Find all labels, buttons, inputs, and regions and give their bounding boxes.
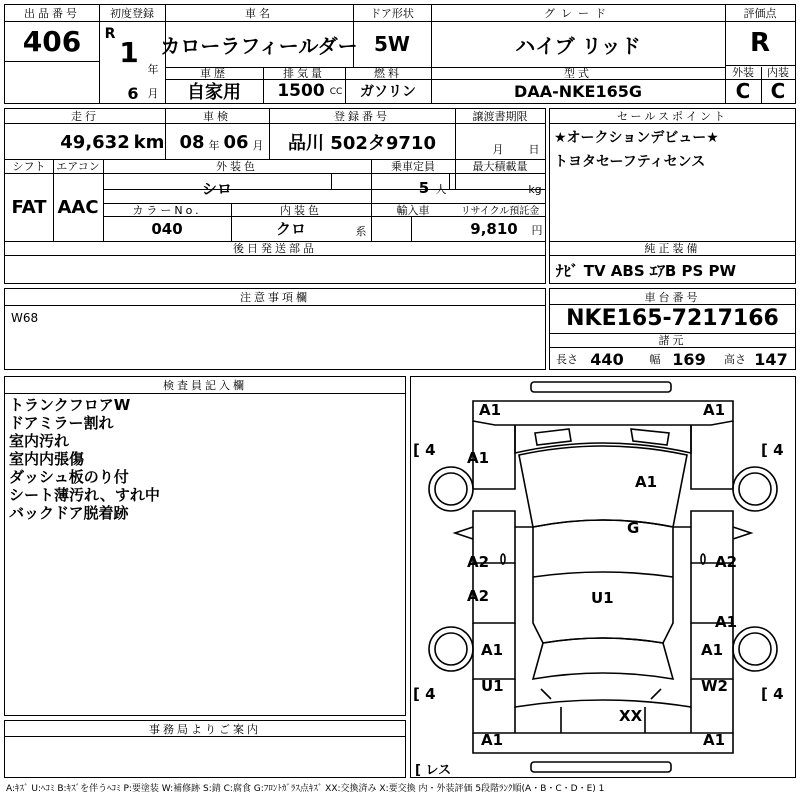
selling-point-line: ★オークションデビュー★: [554, 130, 719, 146]
grade-mark: G: [627, 519, 640, 537]
grade-mark: A1: [635, 473, 658, 491]
width-label: 幅: [649, 353, 661, 366]
grade-mark: W2: [701, 677, 728, 695]
chassis-label: 車台番号: [644, 290, 701, 304]
first-reg-year: 1: [119, 35, 139, 69]
height-value: 147: [754, 349, 788, 369]
ext-color-label: 外装色: [216, 160, 258, 173]
int-color-unit: 系: [355, 225, 367, 238]
inspection-year: 08: [179, 131, 205, 153]
inspector-line: シート薄汚れ、すれ中: [9, 486, 160, 504]
score-value: R: [749, 28, 771, 58]
transfer-deadline-label: 譲渡書期限: [472, 110, 528, 123]
grade-mark: A2: [715, 553, 738, 571]
grade-mark: U1: [591, 589, 614, 607]
height-label: 高さ: [724, 353, 746, 366]
max-load-unit: kg: [528, 182, 542, 196]
ext-color-value: シロ: [201, 179, 232, 198]
registration-label: 登録番号: [334, 110, 390, 123]
int-color-label: 内装色: [280, 203, 322, 217]
later-parts-label: 後日発送部品: [233, 242, 317, 255]
inspection-month-unit: 月: [252, 139, 264, 152]
grade-mark: A1: [701, 641, 724, 659]
grade-mark: U1: [481, 677, 504, 695]
transfer-deadline-month-unit: 月: [492, 143, 504, 156]
model-value: DAA-NKE165G: [514, 81, 642, 101]
max-load-label: 最大積載量: [472, 160, 528, 173]
selling-points-box: [549, 108, 796, 284]
score-label: 評価点: [743, 7, 777, 20]
inspector-line: トランクフロアW: [9, 396, 131, 414]
car-name-value: カローラフィールダー: [160, 33, 358, 58]
ac-value: AAC: [57, 196, 99, 218]
grade-mark: A1: [703, 401, 726, 419]
tire-front-left: [ 4: [413, 441, 436, 459]
car-diagram: [410, 376, 796, 778]
selling-point-line: トヨタセーフティセンス: [554, 154, 706, 170]
grade-mark: A1: [479, 401, 502, 419]
transfer-deadline-day-unit: 日: [528, 143, 540, 156]
grade-mark: A1: [467, 449, 490, 467]
grade-mark: A1: [715, 613, 738, 631]
grade-label: グレード: [544, 7, 612, 20]
recycle-label: リサイクル預託金: [460, 206, 540, 217]
inspector-line: 室内汚れ: [9, 432, 70, 450]
recycle-unit: 円: [531, 224, 543, 237]
displacement-value: 1500: [277, 81, 325, 101]
displacement-label: 排気量: [283, 67, 325, 80]
recycle-value: 9,810: [470, 220, 518, 238]
width-value: 169: [672, 349, 706, 369]
notes-label: 注意事項欄: [240, 291, 310, 304]
info-box: [4, 108, 546, 284]
grade-mark: A2: [467, 553, 490, 571]
color-no-label: カラーNo.: [132, 203, 202, 217]
tire-rear-left: [ 4: [413, 685, 436, 703]
exterior-label: 外装: [732, 66, 754, 79]
capacity-unit: 人: [435, 183, 447, 196]
header-box: [4, 4, 796, 104]
interior-value: C: [770, 79, 786, 103]
import-label: 輸入車: [396, 203, 430, 217]
equipment-label: 純正装備: [644, 242, 701, 255]
notes-value: W68: [11, 311, 39, 325]
first-reg-year-unit: 年: [147, 63, 159, 76]
interior-label: 内装: [767, 66, 789, 79]
grade-value: ハイブ リッド: [515, 33, 641, 58]
mileage-value: 49,632: [60, 131, 130, 153]
first-reg-month: 6: [127, 83, 139, 103]
inspector-box: [4, 376, 406, 716]
shift-label: シフト: [12, 160, 46, 173]
chassis-box: [549, 288, 796, 370]
grade-mark: A1: [703, 731, 726, 749]
fuel-value: ガソリン: [360, 84, 416, 100]
tire-front-right: [ 4: [761, 441, 784, 459]
grade-mark: A1: [481, 731, 504, 749]
capacity-value: 5: [418, 179, 430, 197]
mileage-unit: km: [133, 131, 165, 153]
inspector-line: 室内内張傷: [9, 450, 85, 468]
door-label: ドア形状: [370, 7, 414, 20]
exterior-value: C: [735, 79, 751, 103]
inspector-line: ダッシュ板のり付: [9, 468, 129, 486]
inspection-year-unit: 年: [208, 139, 220, 152]
dims-label: 諸元: [658, 334, 687, 347]
door-value: 5W: [374, 32, 410, 56]
grade-mark: A1: [481, 641, 504, 659]
fuel-label: 燃料: [374, 67, 402, 80]
chassis-value: NKE165-7217166: [566, 306, 779, 331]
length-value: 440: [590, 349, 624, 369]
color-no-value: 040: [151, 219, 183, 238]
office-label: 事務局よりご案内: [149, 722, 261, 736]
length-label: 長さ: [556, 353, 578, 366]
lot-no-label: 出品番号: [24, 7, 80, 20]
car-name-label: 車名: [245, 7, 273, 20]
first-reg-month-unit: 月: [147, 87, 159, 100]
office-box: [4, 720, 406, 778]
equipment-value: ﾅﾋﾞ TV ABS ｴｱB PS PW: [556, 261, 737, 280]
inspector-label: 検査員記入欄: [163, 379, 247, 392]
inspection-label: 車検: [203, 110, 231, 123]
registration-value: 品川 502タ9710: [288, 133, 436, 154]
legend-text: A:ｷｽﾞ U:ﾍｺﾐ B:ｷｽﾞを伴うﾍｺﾐ P:要塗装 W:補修跡 S:錆 C:腐食 G:ﾌﾛﾝﾄｶﾞﾗｽ点ｷｽﾞ XX:交換済み X:要交換 内・外装評価 5段階ﾗﾝｸ順(A・B・C・D・E) 1: [6, 784, 605, 794]
inspection-month: 06: [223, 131, 249, 153]
int-color-value: クロ: [275, 220, 306, 238]
grade-mark: XX: [619, 707, 643, 725]
first-reg-era: R: [104, 26, 116, 42]
history-value: 自家用: [187, 82, 241, 103]
mileage-label: 走行: [71, 110, 99, 123]
history-label: 車歴: [200, 67, 228, 80]
notes-box: [4, 288, 546, 370]
lot-no-value: 406: [22, 24, 82, 58]
tire-rear-right: [ 4: [761, 685, 784, 703]
car-outline: [411, 377, 795, 777]
displacement-unit: CC: [329, 87, 343, 97]
model-label: 型式: [564, 67, 592, 80]
first-reg-label: 初度登録: [110, 7, 154, 20]
capacity-label: 乗車定員: [391, 160, 435, 173]
inspector-line: バックドア脱着跡: [9, 504, 129, 522]
shift-value: FAT: [11, 196, 47, 218]
selling-points-label: セールスポイント: [616, 110, 728, 123]
inspector-line: ドアミラー割れ: [9, 414, 114, 432]
ac-label: エアコン: [56, 160, 100, 173]
spare-tire: [ レス: [415, 763, 452, 778]
grade-mark: A2: [467, 587, 490, 605]
